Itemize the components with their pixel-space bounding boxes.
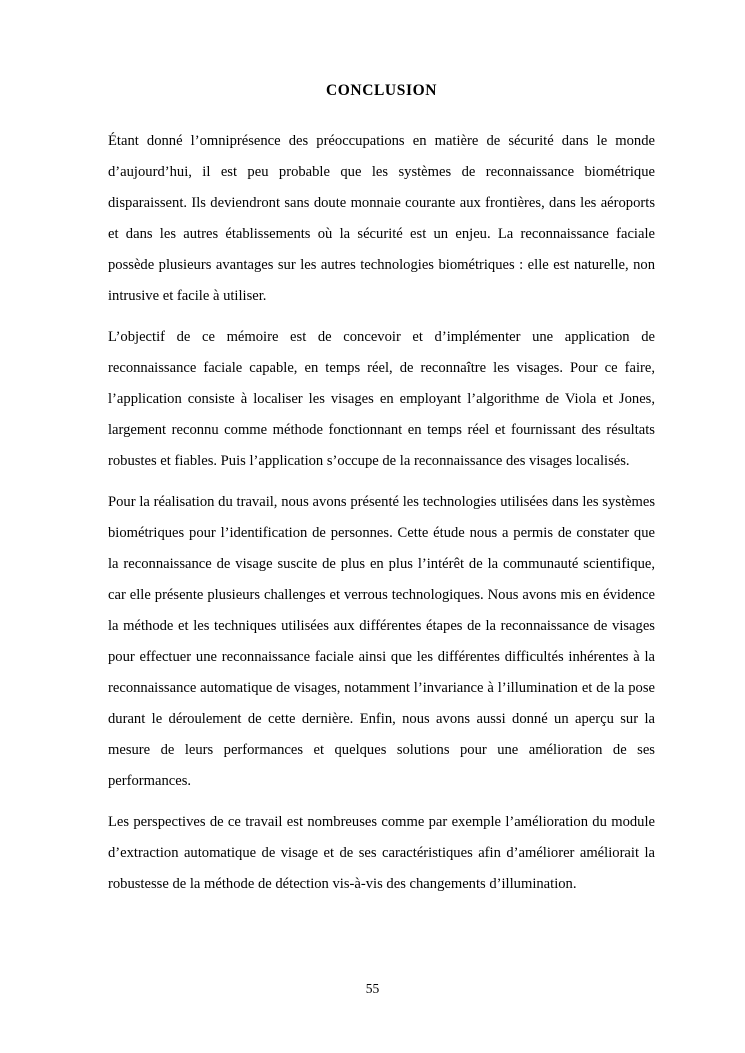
paragraph-2: L’objectif de ce mémoire est de concevoir et d’implémenter une application de reconnaissance faciale capable, en temps réel, de reconnaître les visages. Pour ce faire, l’application consiste à localiser les visages en employant l’algorithme de Viola et Jones, largement reconnu comme méthode fonctionnant en temps réel et fournissant des résultats robustes et fiables. Puis l’application s’occupe de la reconnaissance des visages localisés. (108, 329, 655, 469)
page-title: CONCLUSION (325, 82, 438, 99)
page-number: 55 (365, 981, 380, 996)
paragraph-4: Les perspectives de ce travail est nombreuses comme par exemple l’amélioration du module d’extraction automatique de visage et de ses caractéristiques afin d’améliorer améliorait la robustesse de la méthode de détection vis-à-vis des changements d’illumination. (108, 814, 655, 892)
paragraph-3: Pour la réalisation du travail, nous avons présenté les technologies utilisées dans les systèmes biométriques pour l’identification de personnes. Cette étude nous a permis de constater que la reconnaissance de visage suscite de plus en plus l’intérêt de la communauté scientifique, car elle présente plusieurs challenges et verrous technologiques. Nous avons mis en évidence la méthode et les techniques utilisées aux différentes étapes de la reconnaissance de visages pour effectuer une reconnaissance faciale ainsi que les différentes difficultés inhérentes à la reconnaissance automatique de visages, notamment l’invariance à l’illumination et de la pose durant le déroulement de cette dernière. Enfin, nous avons aussi donné un aperçu sur la mesure de leurs performances et quelques solutions pour une amélioration de ses performances. (108, 494, 655, 789)
paragraph-1: Étant donné l’omniprésence des préoccupations en matière de sécurité dans le monde d’aujourd’hui, il est peu probable que les systèmes de reconnaissance biométrique disparaissent. Ils deviendront sans doute monnaie courante aux frontières, dans les aéroports et dans les autres établissements où la sécurité est un enjeu. La reconnaissance faciale possède plusieurs avantages sur les autres technologies biométriques : elle est naturelle, non intrusive et facile à utiliser. (108, 133, 655, 304)
